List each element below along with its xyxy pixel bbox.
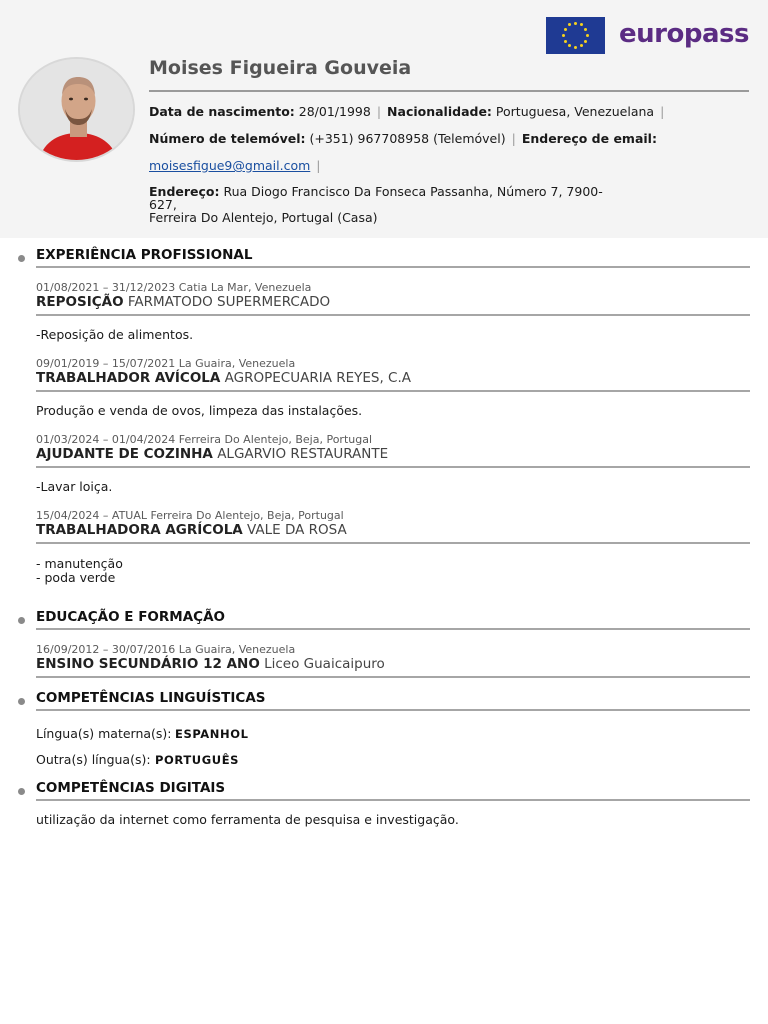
digital-description: utilização da internet como ferramenta de pesquisa e investigação. <box>36 812 459 827</box>
separator: | <box>316 158 321 173</box>
job-description: - poda verde <box>36 570 116 585</box>
entry-divider <box>36 390 750 392</box>
job-description: - manutenção <box>36 556 123 571</box>
digital-section-header <box>36 780 750 801</box>
nationality-label: Nacionalidade: <box>387 104 492 119</box>
section-divider <box>36 266 750 268</box>
section-bullet-icon <box>18 788 25 795</box>
phone-value: (+351) 967708958 (Telemóvel) <box>309 131 506 146</box>
education-title-line <box>36 656 385 672</box>
job-description: -Reposição de alimentos. <box>36 327 194 342</box>
europass-logo <box>546 16 749 54</box>
job-employer: AGROPECUARIA REYES, C.A <box>224 370 412 386</box>
job-title <box>36 294 330 310</box>
entry-divider <box>36 314 750 316</box>
birth-value: 28/01/1998 <box>298 104 371 119</box>
education-qualification: ENSINO SECUNDÁRIO 12 ANO <box>36 656 260 672</box>
eu-star-icon <box>584 40 587 43</box>
job-role: TRABALHADORA AGRÍCOLA <box>36 522 243 538</box>
eu-star-icon <box>562 34 565 37</box>
full-name: Moises Figueira Gouveia <box>149 57 412 79</box>
phone-email-line <box>149 131 657 146</box>
birth-label: Data de nascimento: <box>149 104 295 119</box>
eu-star-icon <box>568 44 571 47</box>
email-line <box>149 158 327 173</box>
other-language-value: PORTUGUÊS <box>155 753 240 767</box>
education-meta: 16/09/2012 – 30/07/2016 La Guaira, Venezuela <box>36 643 296 656</box>
job-employer: VALE DA ROSA <box>247 522 347 538</box>
job-meta: 01/08/2021 – 31/12/2023 Catia La Mar, Venezuela <box>36 281 312 294</box>
entry-divider <box>36 676 750 678</box>
address-block <box>149 185 619 224</box>
entry-divider <box>36 466 750 468</box>
section-divider <box>36 709 750 711</box>
job-meta: 09/01/2019 – 15/07/2021 La Guaira, Venezuela <box>36 357 296 370</box>
logo-text: europass <box>619 19 749 49</box>
job-employer: FARMATODO SUPERMERCADO <box>127 294 331 310</box>
native-language-label: Língua(s) materna(s): <box>36 726 172 741</box>
job-description: Produção e venda de ovos, limpeza das instalações. <box>36 403 363 418</box>
profile-header <box>0 0 768 238</box>
avatar <box>18 57 135 162</box>
section-bullet-icon <box>18 698 25 705</box>
eu-star-icon <box>564 40 567 43</box>
education-section-header <box>36 609 750 630</box>
name-divider <box>149 90 749 92</box>
languages-section-header <box>36 690 750 711</box>
job-role: AJUDANTE DE COZINHA <box>36 446 213 462</box>
eu-star-icon <box>584 28 587 31</box>
job-title <box>36 370 411 386</box>
separator: | <box>376 104 382 119</box>
section-divider <box>36 799 750 801</box>
separator: | <box>511 131 516 146</box>
email-link[interactable]: moisesfigue9@gmail.com <box>149 158 311 173</box>
eu-star-icon <box>568 23 571 26</box>
education-institution: Liceo Guaicaipuro <box>264 656 385 672</box>
job-meta: 15/04/2024 – ATUAL Ferreira Do Alentejo, Beja, Portugal <box>36 509 344 522</box>
job-role: TRABALHADOR AVÍCOLA <box>36 370 221 386</box>
eu-star-icon <box>574 46 577 49</box>
eu-flag-icon <box>546 17 605 54</box>
job-role: REPOSIÇÃO <box>36 294 124 310</box>
job-title <box>36 446 388 462</box>
eu-star-icon <box>580 23 583 26</box>
languages-title: COMPETÊNCIAS LINGUÍSTICAS <box>36 690 266 706</box>
job-meta: 01/03/2024 – 01/04/2024 Ferreira Do Alentejo, Beja, Portugal <box>36 433 373 446</box>
separator: | <box>660 104 665 119</box>
section-divider <box>36 628 750 630</box>
birth-nationality-line <box>149 104 670 119</box>
email-label: Endereço de email: <box>521 131 657 146</box>
job-description: -Lavar loiça. <box>36 479 113 494</box>
address-line2: Ferreira Do Alentejo, Portugal (Casa) <box>149 210 378 225</box>
native-language-value: ESPANHOL <box>175 727 249 741</box>
other-language-label: Outra(s) língua(s): <box>36 752 151 767</box>
section-bullet-icon <box>18 617 25 624</box>
nationality-value: Portuguesa, Venezuelana <box>495 104 655 119</box>
job-employer: ALGARVIO RESTAURANTE <box>217 446 389 462</box>
phone-label: Número de telemóvel: <box>149 131 306 146</box>
eu-star-icon <box>564 28 567 31</box>
eu-star-icon <box>580 44 583 47</box>
job-title <box>36 522 347 538</box>
experience-title: EXPERIÊNCIA PROFISSIONAL <box>36 247 253 263</box>
section-bullet-icon <box>18 255 25 262</box>
address-label: Endereço: <box>149 184 220 199</box>
address-line1: Rua Diogo Francisco Da Fonseca Passanha, Número 7, 7900-627, <box>149 184 603 212</box>
eu-star-icon <box>574 22 577 25</box>
eu-star-icon <box>586 34 589 37</box>
entry-divider <box>36 542 750 544</box>
experience-section-header <box>36 247 750 268</box>
person-photo <box>20 59 135 162</box>
digital-title: COMPETÊNCIAS DIGITAIS <box>36 780 226 796</box>
education-title: EDUCAÇÃO E FORMAÇÃO <box>36 609 226 625</box>
